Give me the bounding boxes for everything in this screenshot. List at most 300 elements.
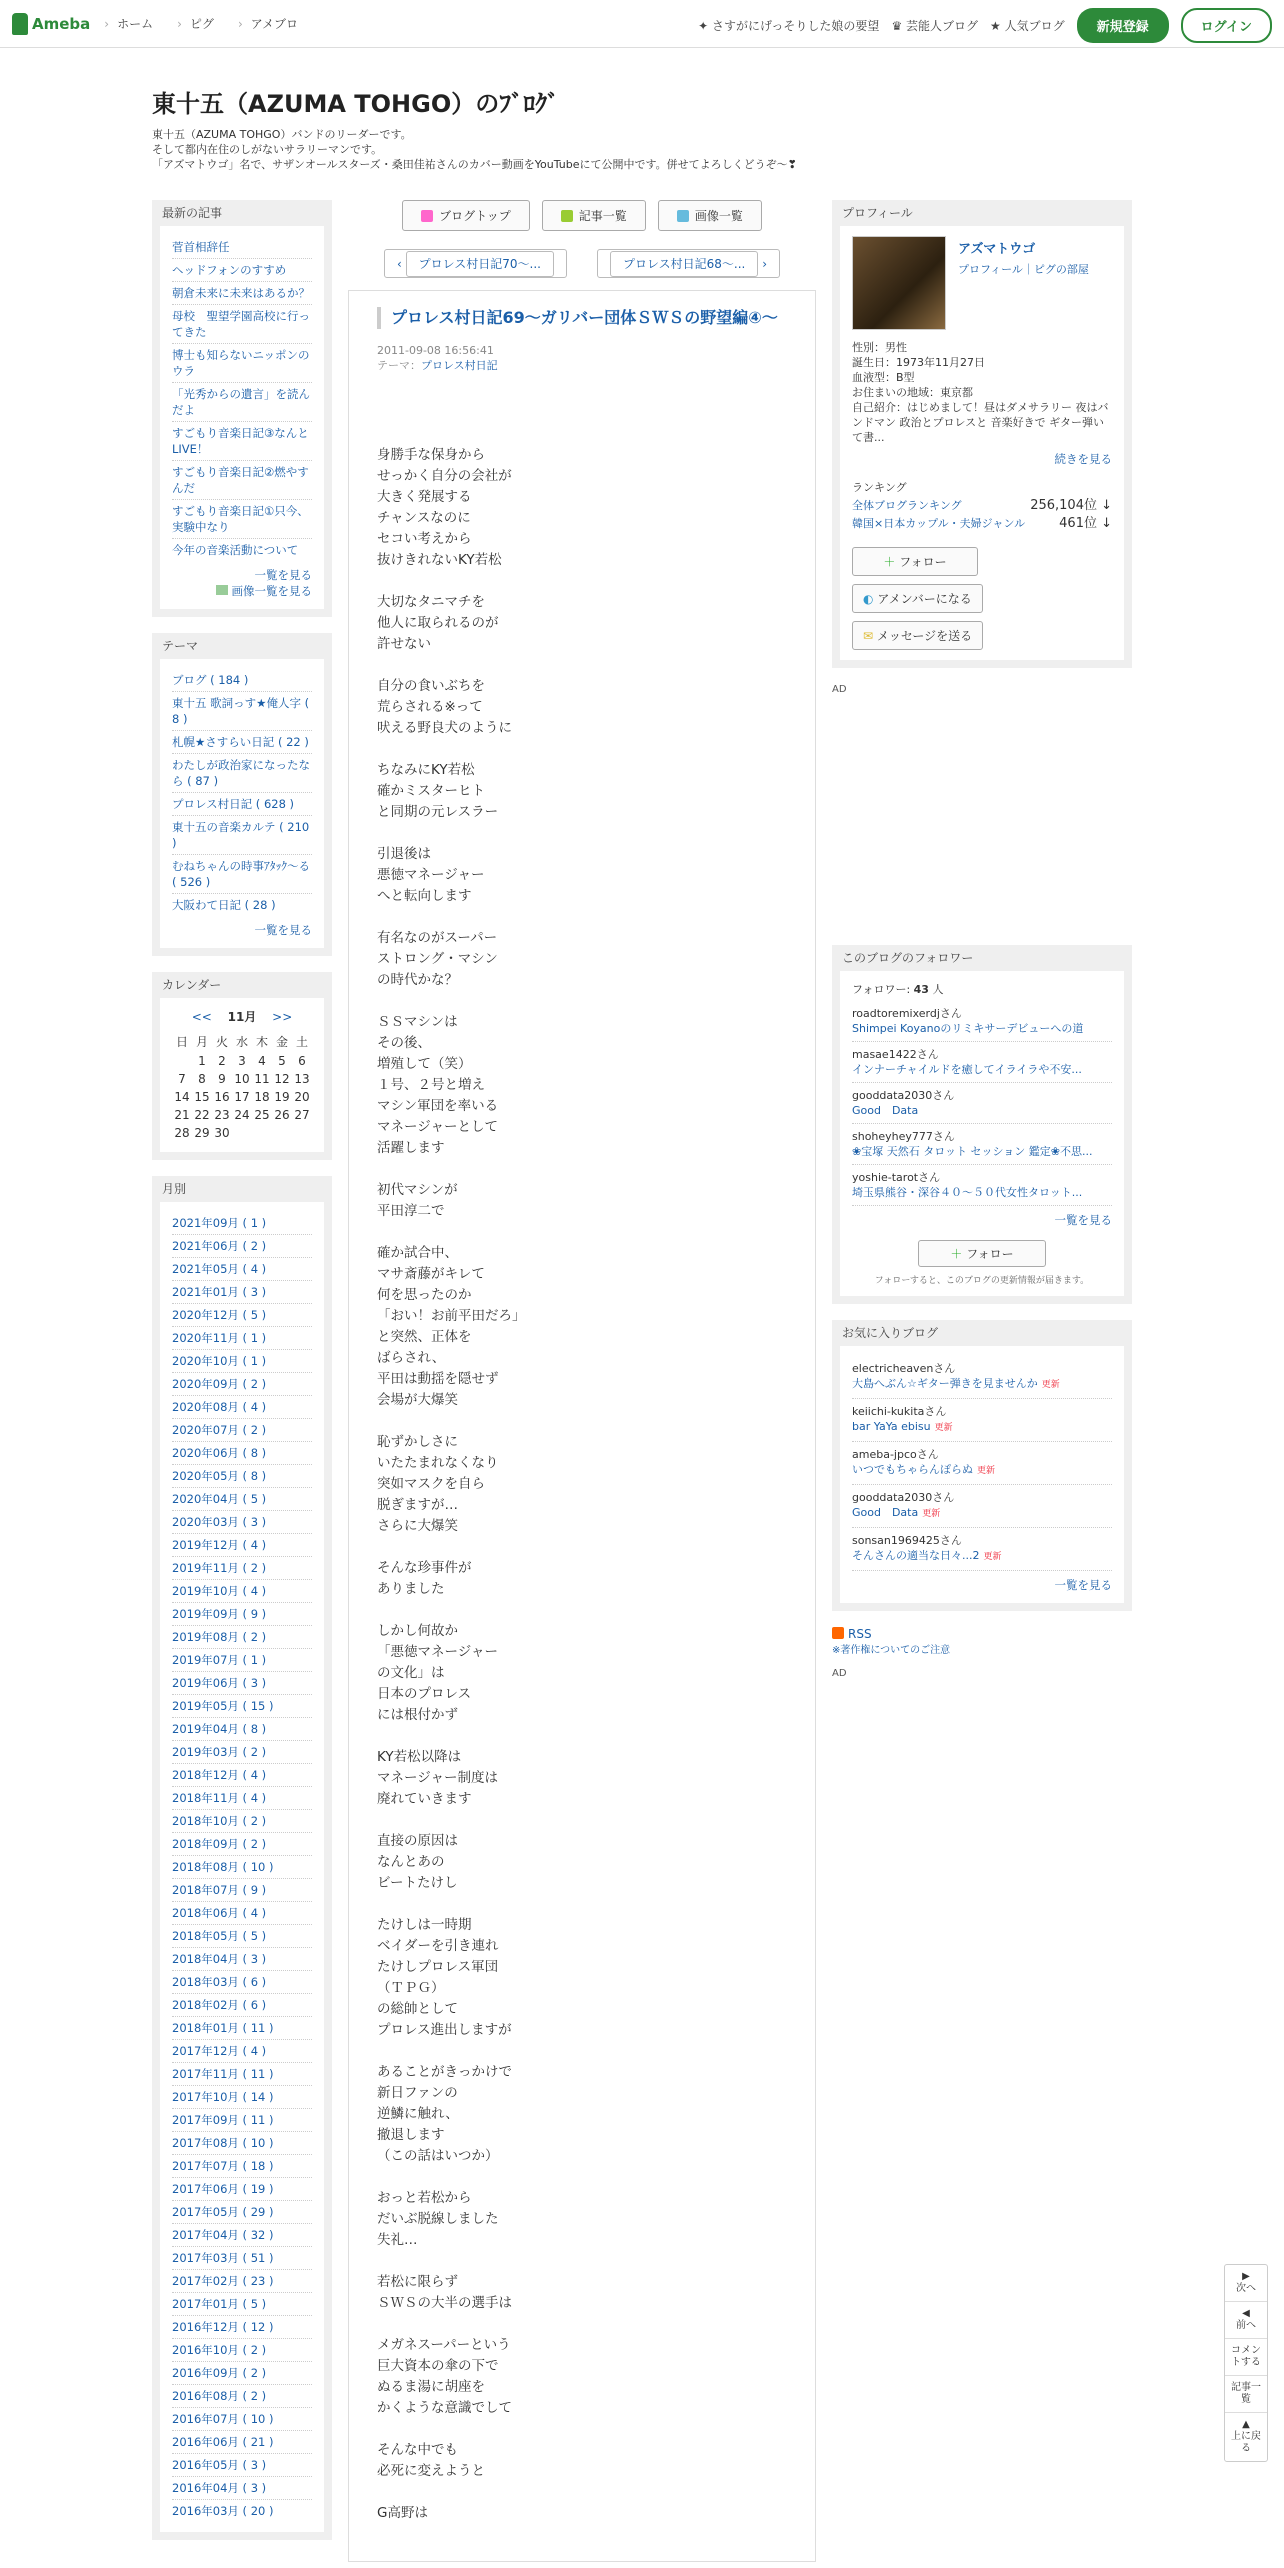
top-nav — [104, 15, 298, 32]
signup-button[interactable]: 新規登録 — [1077, 8, 1169, 43]
favorite-line — [852, 1548, 1112, 1565]
month-archive-item[interactable] — [172, 2500, 312, 2522]
follower-blog-link[interactable]: 埼玉県熊谷・深谷４０～５０代女性タロット... — [852, 1186, 1083, 1199]
month-archive-link[interactable]: 2016年05月 ( 3 ) — [172, 2458, 267, 2472]
next-icon: ▶ — [1242, 2271, 1250, 2282]
month-archive-item[interactable] — [172, 1557, 312, 1580]
blog-top-button[interactable]: ブログトップ — [402, 200, 530, 231]
blog-desc-3: 「アズマトウゴ」名で、サザンオールスターズ・桑田佳祐さんのカバー動画をYouTubeにて公開中です。併せてよろしくどうぞ〜❣ — [152, 158, 797, 171]
theme-item[interactable] — [172, 894, 312, 916]
theme-item[interactable] — [172, 731, 312, 754]
follower-blog-link[interactable]: Shimpei Koyanoのリミキサーデビューへの道 — [852, 1022, 1084, 1035]
month-archive-item[interactable] — [172, 1626, 312, 1649]
favorite-user[interactable]: keiichi-kukitaさん — [852, 1405, 947, 1418]
favorite-blog-link[interactable]: 大島へぶん☆ギター弾きを見ませんか — [852, 1377, 1038, 1390]
favorite-blog-link[interactable]: いつでもちゃらんぽらぬ — [852, 1463, 973, 1476]
profile-name[interactable]: アズマトウゴ — [958, 242, 1036, 257]
favorites-box — [832, 1320, 1132, 1611]
follower-user[interactable]: gooddata2030さん — [852, 1089, 955, 1102]
next-button[interactable]: ▶ 次へ — [1225, 2265, 1267, 2302]
month-archive-link[interactable]: 2018年05月 ( 5 ) — [172, 1929, 267, 1943]
month-archive-item[interactable] — [172, 2454, 312, 2477]
followers-title: このブログのフォロワー — [842, 951, 974, 965]
month-archive-item[interactable] — [172, 1994, 312, 2017]
month-archive-item[interactable] — [172, 1833, 312, 1856]
article-theme-link[interactable]: プロレス村日記 — [421, 359, 498, 372]
theme-link[interactable]: 東十五 歌詞っす★俺人字 ( 8 ) — [172, 696, 310, 726]
rank-genre-link[interactable]: 韓国×日本カップル・夫婦ジャンル — [852, 517, 1026, 530]
article-title[interactable]: プロレス村日記69～ガリバー団体ＳＷＳの野望編④～ — [377, 307, 787, 329]
month-archive-link[interactable]: 2019年07月 ( 1 ) — [172, 1653, 267, 1667]
theme-more-link[interactable]: 一覧を見る — [254, 923, 312, 937]
month-archive-item[interactable] — [172, 1534, 312, 1557]
rss-link[interactable]: RSS — [848, 1627, 872, 1641]
month-archive-link[interactable]: 2016年04月 ( 3 ) — [172, 2481, 267, 2495]
theme-link[interactable]: わたしが政治家になったなら ( 87 ) — [172, 758, 310, 788]
calendar-next[interactable]: >> — [272, 1010, 293, 1024]
follower-user[interactable]: shoheyhey777さん — [852, 1130, 955, 1143]
main-column — [348, 200, 816, 2562]
recent-article-item[interactable] — [172, 539, 312, 561]
month-archive-item[interactable] — [172, 2247, 312, 2270]
recent-more[interactable] — [172, 561, 312, 583]
theme-link[interactable]: 札幌★さすらい日記 ( 22 ) — [172, 735, 309, 749]
calendar-day: 23 — [214, 1108, 230, 1122]
month-archive-link[interactable]: 2016年07月 ( 10 ) — [172, 2412, 274, 2426]
month-archive-link[interactable]: 2018年09月 ( 2 ) — [172, 1837, 267, 1851]
follow-note: フォローすると、このブログの更新情報が届きます。 — [874, 1276, 1090, 1286]
theme-item[interactable] — [172, 754, 312, 793]
month-archive-link[interactable]: 2020年12月 ( 5 ) — [172, 1308, 267, 1322]
nav-ameblo[interactable]: › アメブロ — [238, 15, 298, 32]
nav-pigg[interactable]: › ピグ — [177, 15, 214, 32]
month-archive-link[interactable]: 2016年12月 ( 12 ) — [172, 2320, 274, 2334]
month-archive-item[interactable] — [172, 1419, 312, 1442]
calendar-day: 18 — [254, 1090, 270, 1104]
theme-inner — [160, 659, 324, 948]
month-archive-link[interactable]: 2017年03月 ( 51 ) — [172, 2251, 274, 2265]
month-archive-link[interactable]: 2016年09月 ( 2 ) — [172, 2366, 267, 2380]
theme-title: テーマ — [162, 639, 199, 653]
update-badge: 更新 — [922, 1509, 941, 1519]
month-archive-item[interactable] — [172, 1580, 312, 1603]
rank-overall-value: 256,104位 ↓ — [1030, 498, 1112, 513]
profile-info-line: お住まいの地域：東京都 — [852, 386, 973, 399]
follow-button[interactable]: ＋ フォロー — [852, 547, 978, 576]
month-archive-item[interactable] — [172, 1764, 312, 1787]
month-archive-item[interactable] — [172, 1695, 312, 1718]
month-archive-link[interactable]: 2019年09月 ( 9 ) — [172, 1607, 267, 1621]
month-archive-item[interactable] — [172, 2178, 312, 2201]
article-paragraph: 身勝手な保身から せっかく自分の会社が 大きく発展する チャンスなのに セコい考えから 抜けきれないKY若松 — [377, 447, 512, 568]
recent-article-link[interactable]: 朝倉未来に未来はあるか？ — [172, 286, 310, 300]
month-archive-item[interactable] — [172, 1856, 312, 1879]
calendar-table — [172, 1031, 312, 1142]
follower-item — [852, 1083, 1112, 1124]
month-archive-item[interactable] — [172, 1603, 312, 1626]
recent-article-item[interactable] — [172, 461, 312, 500]
month-archive-link[interactable]: 2016年10月 ( 2 ) — [172, 2343, 267, 2357]
month-archive-item[interactable] — [172, 1879, 312, 1902]
month-archive-link[interactable]: 2017年02月 ( 23 ) — [172, 2274, 274, 2288]
blog-header — [152, 84, 1132, 172]
month-archive-item[interactable] — [172, 2316, 312, 2339]
calendar-day — [292, 1124, 312, 1142]
month-archive-link[interactable]: 2020年05月 ( 8 ) — [172, 1469, 267, 1483]
month-archive-item[interactable] — [172, 2408, 312, 2431]
month-archive-link[interactable]: 2019年03月 ( 2 ) — [172, 1745, 267, 1759]
calendar-week-row — [172, 1070, 312, 1088]
monthly-list — [172, 1212, 312, 2522]
month-archive-item[interactable] — [172, 2086, 312, 2109]
back-to-top-button[interactable]: ▲ 上に戻る — [1231, 2419, 1261, 2454]
month-archive-item[interactable] — [172, 1373, 312, 1396]
theme-list — [172, 669, 312, 916]
followers-inner — [840, 971, 1124, 1296]
month-archive-link[interactable]: 2017年12月 ( 4 ) — [172, 2044, 267, 2058]
recent-article-item[interactable] — [172, 305, 312, 344]
recent-article-item[interactable] — [172, 236, 312, 259]
month-archive-link[interactable]: 2017年01月 ( 5 ) — [172, 2297, 267, 2311]
month-archive-item[interactable] — [172, 1718, 312, 1741]
month-archive-item[interactable] — [172, 1465, 312, 1488]
calendar-day: 20 — [294, 1090, 310, 1104]
theme-more[interactable] — [172, 916, 312, 938]
blog-desc-1: 東十五（AZUMA TOHGO）バンドのリーダーです。 — [152, 128, 412, 141]
month-archive-item[interactable] — [172, 1396, 312, 1419]
theme-item[interactable] — [172, 669, 312, 692]
image-list-button[interactable]: 画像一覧 — [658, 200, 762, 231]
calendar-day: 21 — [174, 1108, 190, 1122]
follower-list — [852, 1001, 1112, 1206]
month-archive-link[interactable]: 2021年06月 ( 2 ) — [172, 1239, 267, 1253]
followers-more[interactable] — [852, 1206, 1112, 1228]
month-archive-link[interactable]: 2019年11月 ( 2 ) — [172, 1561, 267, 1575]
blog-desc-2: そして都内在住のしがないサラリーマンです。 — [152, 143, 383, 156]
month-archive-item[interactable] — [172, 1212, 312, 1235]
prev-icon: ◀ — [1242, 2308, 1250, 2319]
favorite-item — [852, 1528, 1112, 1571]
list-icon — [561, 210, 573, 222]
profile-info-line: 誕生日：1973年11月27日 — [852, 356, 985, 369]
profile-links[interactable]: プロフィール｜ピグの部屋 — [958, 263, 1089, 276]
popular-blog-link[interactable]: ★ 人気ブログ — [990, 19, 1065, 33]
login-button[interactable]: ログイン — [1181, 8, 1272, 43]
follower-item — [852, 1124, 1112, 1165]
weekday-label: 木 — [255, 1035, 268, 1049]
month-archive-item[interactable] — [172, 2155, 312, 2178]
article-paragraph: 初代マシンが 平田淳二で — [377, 1182, 458, 1219]
favorites-title: お気に入りブログ — [842, 1326, 939, 1340]
images-icon — [216, 585, 228, 595]
month-archive-link[interactable]: 2020年07月 ( 2 ) — [172, 1423, 267, 1437]
favorites-more-link[interactable]: 一覧を見る — [1054, 1578, 1112, 1592]
profile-more-link[interactable]: 続きを見る — [1054, 452, 1112, 466]
weekday-label: 土 — [295, 1035, 308, 1049]
favorites-list — [852, 1356, 1112, 1571]
calendar-day: 9 — [218, 1072, 226, 1086]
favorite-blog-link[interactable]: bar YaYa ebisu — [852, 1420, 931, 1433]
month-archive-item[interactable] — [172, 1649, 312, 1672]
profile-buttons — [852, 547, 1112, 650]
month-archive-link[interactable]: 2020年09月 ( 2 ) — [172, 1377, 267, 1391]
month-archive-link[interactable]: 2020年10月 ( 1 ) — [172, 1354, 267, 1368]
theme-item[interactable] — [172, 692, 312, 731]
favorite-user[interactable]: electricheavenさん — [852, 1362, 956, 1375]
follower-user[interactable]: masae1422さん — [852, 1048, 939, 1061]
blog-toolbar — [348, 200, 816, 231]
favorite-blog-link[interactable]: そんさんの適当な日々...2 — [852, 1549, 980, 1562]
theme-link[interactable]: ブログ ( 184 ) — [172, 673, 249, 687]
month-archive-link[interactable]: 2017年04月 ( 32 ) — [172, 2228, 274, 2242]
update-badge: 更新 — [934, 1423, 953, 1433]
month-archive-link[interactable]: 2018年08月 ( 10 ) — [172, 1860, 274, 1874]
home-icon — [421, 210, 433, 222]
followers-box — [832, 945, 1132, 1304]
month-archive-link[interactable]: 2017年06月 ( 19 ) — [172, 2182, 274, 2196]
prev-button[interactable]: ◀ 前へ — [1225, 2302, 1267, 2339]
featured-link[interactable]: ✦ さすがにげっそりした娘の要望 — [698, 19, 880, 33]
month-archive-item[interactable] — [172, 1902, 312, 1925]
recent-article-link[interactable]: 今年の音楽活動について — [172, 543, 299, 557]
calendar-day: 12 — [274, 1072, 290, 1086]
month-archive-link[interactable]: 2019年10月 ( 4 ) — [172, 1584, 267, 1598]
month-archive-item[interactable] — [172, 2063, 312, 2086]
image-list-more[interactable] — [172, 583, 312, 599]
recent-article-link[interactable]: ヘッドフォンのすすめ — [172, 263, 287, 277]
calendar-day: 15 — [194, 1090, 210, 1104]
profile-info-line: 血液型：B型 — [852, 371, 915, 384]
recent-article-item[interactable] — [172, 344, 312, 383]
month-archive-item[interactable] — [172, 1971, 312, 1994]
rank-overall-link[interactable]: 全体ブログランキング — [852, 499, 962, 512]
favorites-more[interactable] — [852, 1571, 1112, 1593]
follower-blog-link[interactable]: ❀宝塚 天然石 タロット セッション 鑑定❀不思... — [852, 1145, 1093, 1158]
favorite-item — [852, 1399, 1112, 1442]
recent-article-link[interactable]: すごもり音楽日記①只今、実験中なり — [172, 504, 309, 534]
article-list-button[interactable]: 記事一覧 — [542, 200, 646, 231]
recent-article-link[interactable]: 博士も知らないニッポンのウラ — [172, 348, 310, 378]
calendar-month: 11月 — [227, 1010, 257, 1024]
recent-article-link[interactable]: すごもり音楽日記②燃やすんだ — [172, 465, 309, 495]
rss — [832, 1627, 1132, 1656]
recent-article-link[interactable]: すごもり音楽日記③なんとLIVE！ — [172, 426, 309, 456]
amember-icon: ◐ — [863, 592, 874, 606]
month-archive-item[interactable] — [172, 2017, 312, 2040]
month-archive-item[interactable] — [172, 1488, 312, 1511]
recent-article-item[interactable] — [172, 500, 312, 539]
theme-item[interactable] — [172, 855, 312, 894]
calendar-week-row — [172, 1124, 312, 1142]
calendar-day: 19 — [274, 1090, 290, 1104]
follower-user[interactable]: roadtoremixerdjさん — [852, 1007, 962, 1020]
month-archive-link[interactable]: 2020年11月 ( 1 ) — [172, 1331, 267, 1345]
recent-article-link[interactable]: 母校 聖望学園高校に行ってきた — [172, 309, 310, 339]
month-archive-link[interactable]: 2017年10月 ( 14 ) — [172, 2090, 274, 2104]
month-archive-item[interactable] — [172, 1741, 312, 1764]
ameba-logo[interactable]: Ameba — [12, 13, 90, 35]
article-paragraph: 確か試合中、 マサ斎藤がキレて 何を思ったのか 「おい！お前平田だろ」 と突然、正体を ばらされ、 平田は動揺を隠せず 会場が大爆笑 — [377, 1245, 526, 1408]
month-archive-link[interactable]: 2018年06月 ( 4 ) — [172, 1906, 267, 1920]
month-archive-link[interactable]: 2017年08月 ( 10 ) — [172, 2136, 274, 2150]
month-archive-item[interactable] — [172, 1672, 312, 1695]
avatar[interactable] — [852, 236, 946, 330]
favorite-user[interactable]: sonsan1969425さん — [852, 1534, 962, 1547]
month-archive-link[interactable]: 2016年08月 ( 2 ) — [172, 2389, 267, 2403]
month-archive-link[interactable]: 2019年05月 ( 15 ) — [172, 1699, 274, 1713]
month-archive-item[interactable] — [172, 1350, 312, 1373]
month-archive-link[interactable]: 2017年09月 ( 11 ) — [172, 2113, 274, 2127]
calendar-day — [232, 1124, 252, 1142]
month-archive-item[interactable] — [172, 1511, 312, 1534]
follower-blog-link[interactable]: インナーチャイルドを癒してイライラや不安... — [852, 1063, 1082, 1076]
favorite-user[interactable]: gooddata2030さん — [852, 1491, 955, 1504]
article-paragraph: そんな珍事件が ありました — [377, 1560, 472, 1597]
theme-link[interactable]: むねちゃんの時事ｱﾀｯｸ〜る ( 526 ) — [172, 859, 310, 889]
calendar-day: 8 — [198, 1072, 206, 1086]
follower-user[interactable]: yoshie-tarotさん — [852, 1171, 941, 1184]
month-archive-link[interactable]: 2019年12月 ( 4 ) — [172, 1538, 267, 1552]
month-archive-item[interactable] — [172, 2109, 312, 2132]
follow-button-2[interactable]: ＋ フォロー — [918, 1240, 1046, 1267]
up-icon: ▲ — [1242, 2419, 1250, 2430]
month-archive-link[interactable]: 2018年01月 ( 11 ) — [172, 2021, 274, 2035]
calendar-day: 14 — [174, 1090, 190, 1104]
celebrity-blog-link[interactable]: ♛ 芸能人ブログ — [891, 19, 979, 33]
weekday-label: 火 — [215, 1035, 228, 1049]
weekday-label: 水 — [235, 1035, 248, 1049]
month-archive-item[interactable] — [172, 2293, 312, 2316]
month-archive-item[interactable] — [172, 1258, 312, 1281]
favorite-line — [852, 1505, 1112, 1522]
recent-more-link[interactable]: 一覧を見る — [254, 568, 312, 582]
calendar-day: 28 — [174, 1126, 190, 1140]
month-archive-link[interactable]: 2019年08月 ( 2 ) — [172, 1630, 267, 1644]
theme-link[interactable]: 東十五の音楽カルテ ( 210 ) — [172, 820, 310, 850]
month-archive-item[interactable] — [172, 1787, 312, 1810]
article-list-side-button[interactable]: 記事一覧 — [1225, 2376, 1267, 2413]
theme-item[interactable] — [172, 816, 312, 855]
profile-more[interactable] — [852, 445, 1112, 467]
article-date: 2011-09-08 16:56:41 — [377, 344, 494, 357]
recent-article-item[interactable] — [172, 383, 312, 422]
image-more-link[interactable]: 画像一覧を見る — [231, 584, 312, 598]
recent-article-item[interactable] — [172, 422, 312, 461]
month-archive-link[interactable]: 2020年08月 ( 4 ) — [172, 1400, 267, 1414]
month-archive-link[interactable]: 2017年07月 ( 18 ) — [172, 2159, 274, 2173]
month-archive-item[interactable] — [172, 1925, 312, 1948]
month-archive-link[interactable]: 2018年04月 ( 3 ) — [172, 1952, 267, 1966]
month-archive-item[interactable] — [172, 2339, 312, 2362]
blog-title[interactable]: 東十五（AZUMA TOHGO）のﾌﾞﾛｸﾞ — [152, 90, 560, 118]
month-archive-link[interactable]: 2018年03月 ( 6 ) — [172, 1975, 267, 1989]
recent-article-link[interactable]: 菅首相辞任 — [172, 240, 230, 254]
month-archive-link[interactable]: 2020年04月 ( 5 ) — [172, 1492, 267, 1506]
month-archive-item[interactable] — [172, 2431, 312, 2454]
favorite-line — [852, 1419, 1112, 1436]
copyright-note-link[interactable]: ※著作権についてのご注意 — [832, 1645, 951, 1656]
top-right-nav — [698, 8, 1272, 43]
article-paragraph: メガネスーパーという 巨大資本の傘の下で ぬるま湯に胡座を かくような意識でして — [377, 2337, 512, 2416]
calendar-week-row — [172, 1088, 312, 1106]
month-archive-link[interactable]: 2019年06月 ( 3 ) — [172, 1676, 267, 1690]
theme-link[interactable]: 大阪わて日記 ( 28 ) — [172, 898, 276, 912]
month-archive-item[interactable] — [172, 1327, 312, 1350]
mail-icon: ✉ — [863, 629, 874, 643]
rank-row-genre — [852, 515, 1112, 533]
calendar-prev[interactable]: << — [191, 1010, 212, 1024]
month-archive-item[interactable] — [172, 1810, 312, 1833]
follower-item — [852, 1001, 1112, 1042]
comment-button[interactable]: コメントする — [1225, 2339, 1267, 2376]
calendar-header-row — [172, 1031, 312, 1052]
month-archive-link[interactable]: 2019年04月 ( 8 ) — [172, 1722, 267, 1736]
calendar-day: 26 — [274, 1108, 290, 1122]
favorite-blog-link[interactable]: Good Data — [852, 1506, 919, 1519]
next-article-button[interactable]: プロレス村日記68～... › — [597, 249, 780, 278]
month-archive-link[interactable]: 2017年11月 ( 11 ) — [172, 2067, 274, 2081]
follower-blog-link[interactable]: Good Data — [852, 1104, 919, 1117]
recent-article-item[interactable] — [172, 282, 312, 305]
month-archive-item[interactable] — [172, 2132, 312, 2155]
month-archive-link[interactable]: 2018年07月 ( 9 ) — [172, 1883, 267, 1897]
recent-article-link[interactable]: 「光秀からの遺言」を読んだよ — [172, 387, 310, 417]
month-archive-link[interactable]: 2018年11月 ( 4 ) — [172, 1791, 267, 1805]
month-archive-link[interactable]: 2018年10月 ( 2 ) — [172, 1814, 267, 1828]
recent-articles — [152, 200, 332, 617]
message-button[interactable]: ✉ メッセージを送る — [852, 621, 983, 650]
amember-button[interactable]: ◐ アメンバーになる — [852, 584, 983, 613]
article-meta — [377, 343, 787, 373]
profile-info-line: 性別：男性 — [852, 341, 907, 354]
month-archive-item[interactable] — [172, 2477, 312, 2500]
calendar-day: 10 — [234, 1072, 250, 1086]
month-archive-link[interactable]: 2021年01月 ( 3 ) — [172, 1285, 267, 1299]
weekday-label: 日 — [175, 1035, 188, 1049]
month-archive-link[interactable]: 2016年06月 ( 21 ) — [172, 2435, 274, 2449]
month-archive-item[interactable] — [172, 2201, 312, 2224]
month-archive-item[interactable] — [172, 1304, 312, 1327]
month-archive-item[interactable] — [172, 1235, 312, 1258]
month-archive-item[interactable] — [172, 1948, 312, 1971]
month-archive-item[interactable] — [172, 1281, 312, 1304]
month-archive-item[interactable] — [172, 1442, 312, 1465]
theme-item[interactable] — [172, 793, 312, 816]
month-archive-link[interactable]: 2018年02月 ( 6 ) — [172, 1998, 267, 2012]
followers-more-link[interactable]: 一覧を見る — [1054, 1213, 1112, 1227]
update-badge: 更新 — [1041, 1380, 1060, 1390]
month-archive-link[interactable]: 2018年12月 ( 4 ) — [172, 1768, 267, 1782]
favorite-item — [852, 1356, 1112, 1399]
month-archive-link[interactable]: 2016年03月 ( 20 ) — [172, 2504, 274, 2518]
prev-article-button[interactable]: ‹ プロレス村日記70～... — [384, 249, 567, 278]
month-archive-item[interactable] — [172, 2040, 312, 2063]
recent-title: 最新の記事 — [162, 206, 223, 220]
month-archive-link[interactable]: 2017年05月 ( 29 ) — [172, 2205, 274, 2219]
month-archive-link[interactable]: 2021年05月 ( 4 ) — [172, 1262, 267, 1276]
theme-link[interactable]: プロレス村日記 ( 628 ) — [172, 797, 295, 811]
recent-article-item[interactable] — [172, 259, 312, 282]
month-archive-link[interactable]: 2020年06月 ( 8 ) — [172, 1446, 267, 1460]
month-archive-item[interactable] — [172, 2224, 312, 2247]
month-archive-item[interactable] — [172, 2362, 312, 2385]
favorite-user[interactable]: ameba-jpcoさん — [852, 1448, 939, 1461]
month-archive-link[interactable]: 2021年09月 ( 1 ) — [172, 1216, 267, 1230]
month-archive-item[interactable] — [172, 2385, 312, 2408]
nav-home[interactable]: › ホーム — [104, 15, 153, 32]
month-archive-item[interactable] — [172, 2270, 312, 2293]
month-archive-link[interactable]: 2020年03月 ( 3 ) — [172, 1515, 267, 1529]
